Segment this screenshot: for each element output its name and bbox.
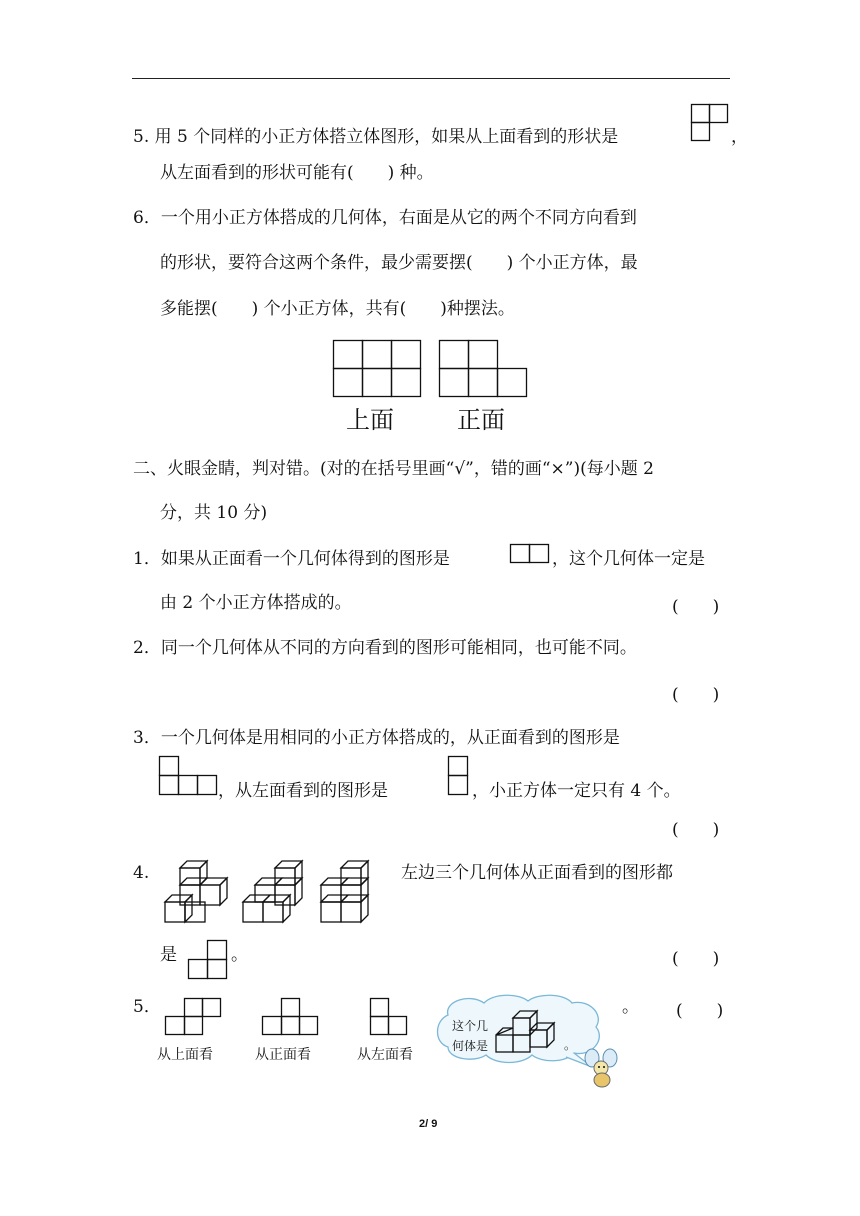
j5-top-view-figure xyxy=(165,998,223,1038)
j3-line2-a: ，从左面看到的图形是 xyxy=(218,781,388,801)
j4-line2-pre: 是 xyxy=(160,945,177,965)
q6-label-front: 正面 xyxy=(457,406,505,434)
cartoon-bee-icon xyxy=(584,1048,620,1090)
q6-label-top: 上面 xyxy=(346,406,394,434)
j4-solids-figure xyxy=(160,860,390,928)
section2-line2: 分，共 10 分) xyxy=(160,503,268,523)
j5-end: 。 xyxy=(622,997,639,1017)
j4-num: 4. xyxy=(133,863,150,883)
j5-front-view-figure xyxy=(262,998,320,1038)
j5-solid-figure xyxy=(492,1005,568,1057)
j1-answer-paren[interactable]: ( ) xyxy=(672,597,720,617)
q6-top-view-figure xyxy=(333,340,423,398)
j4-answer-paren[interactable]: ( ) xyxy=(672,949,720,969)
j3-front-view-figure xyxy=(159,756,219,796)
j1-line1-post: ，这个几何体一定是 xyxy=(552,549,705,569)
j3-answer-paren[interactable]: ( ) xyxy=(672,820,720,840)
q5-line1 xyxy=(133,124,618,150)
j3-line1: 3．一个几何体是用相同的小正方体搭成的，从正面看到的图形是 xyxy=(133,728,620,748)
q6-line3: 多能摆( ) 个小正方体，共有( )种摆法。 xyxy=(160,299,515,319)
bubble-line2: 何体是 xyxy=(452,1039,489,1053)
j3-left-view-figure xyxy=(448,756,470,796)
q6-front-view-figure xyxy=(439,340,529,398)
j4-front-view-figure xyxy=(188,940,230,980)
j5-label-top: 从上面看 xyxy=(157,1047,213,1063)
j1-front-view-figure xyxy=(510,544,550,564)
j4-line1: 左边三个几何体从正面看到的图形都 xyxy=(401,863,673,883)
bubble-end: 。 xyxy=(564,1038,577,1052)
q6-line2: 的形状，要符合这两个条件，最少需要摆( ) 个小正方体，最 xyxy=(160,253,638,273)
page-number: 2/ 9 xyxy=(419,1118,438,1130)
bubble-line1: 这个几 xyxy=(452,1019,489,1033)
q5-line2: 从左面看到的形状可能有( ) 种。 xyxy=(160,163,434,183)
j5-label-left: 从左面看 xyxy=(357,1047,413,1063)
q6-line1: 6．一个用小正方体搭成的几何体，右面是从它的两个不同方向看到 xyxy=(133,208,637,228)
section2-line1: 二、火眼金睛，判对错。(对的在括号里画“√”，错的画“×”)(每小题 2 xyxy=(133,459,654,479)
header-rule xyxy=(132,78,730,79)
q5-comma: ， xyxy=(731,127,748,147)
q5-text-pre: 5. 用 5 个同样的小正方体搭立体图形，如果从上面看到的形状是 xyxy=(133,127,619,147)
j5-left-view-figure xyxy=(370,998,410,1038)
j3-line2-b: ，小正方体一定只有 4 个。 xyxy=(472,781,681,801)
j1-line1-pre: 1．如果从正面看一个几何体得到的图形是 xyxy=(133,549,450,569)
j1-line2: 由 2 个小正方体搭成的。 xyxy=(160,593,352,613)
j5-label-front: 从正面看 xyxy=(255,1047,311,1063)
j5-num: 5． xyxy=(133,997,161,1017)
j2-answer-paren[interactable]: ( ) xyxy=(672,685,720,705)
j4-line2-post: 。 xyxy=(231,945,248,965)
j5-answer-paren[interactable]: ( ) xyxy=(676,1001,724,1021)
j2-line1: 2．同一个几何体从不同的方向看到的图形可能相同，也可能不同。 xyxy=(133,638,637,658)
q5-top-view-figure xyxy=(691,104,729,144)
